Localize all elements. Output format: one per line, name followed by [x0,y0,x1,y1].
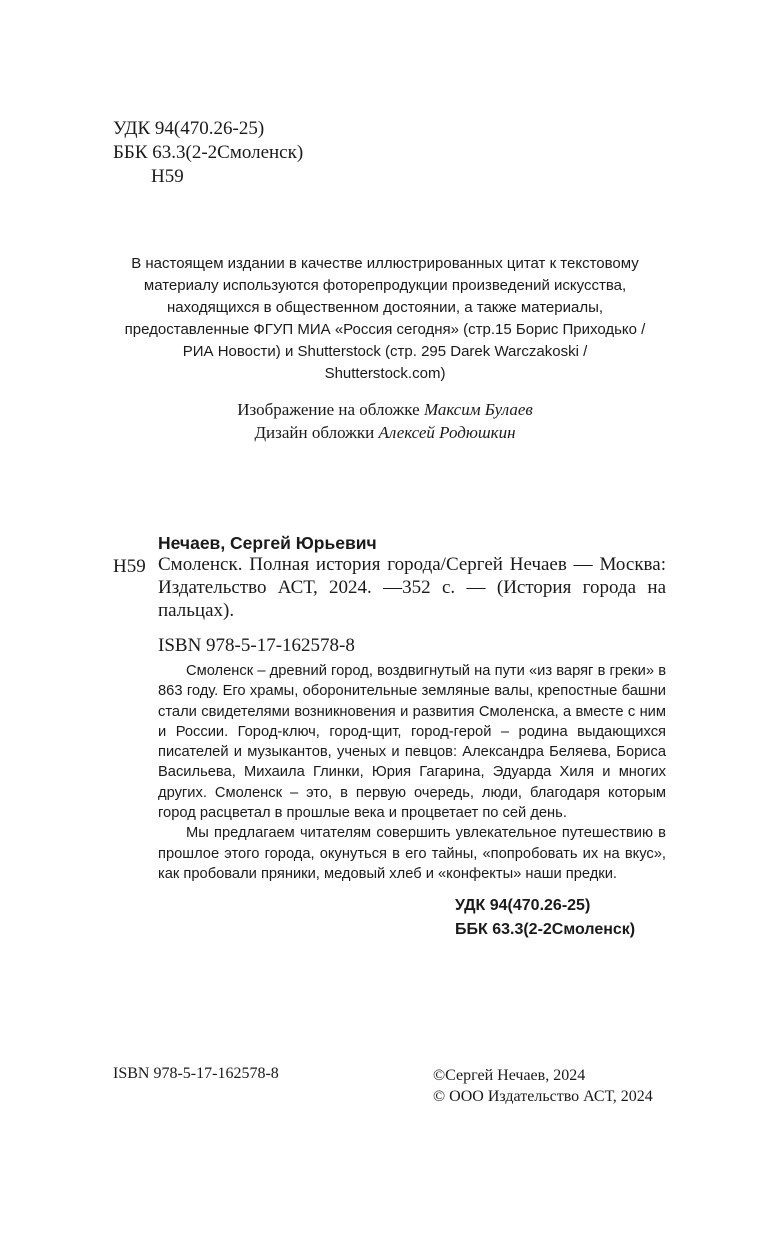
catalog-code: Н59 [113,556,146,577]
udk-block-bottom [455,894,635,942]
credits-line: РИА Новости) и Shutterstock (стр. 295 Darek Warczakoski / [182,343,588,360]
cover-credits [110,398,660,444]
udk-code: УДК 94(470.26-25) [113,118,265,139]
author-sign: Н59 [151,166,184,187]
cover-image-label: Изображение на обложке [237,400,420,419]
cover-design-credit [110,421,660,444]
credits-line: В настоящем издании в качестве иллюстрированных цитат к текстовому [131,255,639,272]
bbk-code: ББК 63.3(2-2Смоленск) [113,142,304,163]
footer-isbn: ISBN 978-5-17-162578-8 [113,1065,279,1082]
bbk-code: ББК 63.3(2-2Смоленск) [455,921,636,938]
copyright-author: ©Сергей Нечаев, 2024 [433,1067,586,1084]
abstract-paragraph: Мы предлагаем читателям совершить увлекательное путешествию в прошлое этого города, окунуться в его тайны, «попробовать их на вкус», как пробовали пряники, медовый хлеб и «конфекты» наши предки. [158,825,666,882]
illustration-credits [110,253,660,385]
credits-line: Shutterstock.com) [324,365,446,382]
cover-design-author: Алексей Родюшкин [378,423,516,442]
catalog-author: Нечаев, Сергей Юрьевич [158,533,377,553]
abstract [158,661,666,884]
bibliographic-description: Смоленск. Полная история города/Сергей Нечаев — Москва: Издательство АСТ, 2024. —352 с. — (История города на пальцах). [158,554,666,621]
cover-design-label: Дизайн обложки [254,423,375,442]
abstract-paragraph: Смоленск – древний город, воздвигнутый на пути «из варяг в греки» в 863 году. Его храмы, оборонительные земляные валы, крепостные башни стали свидетелями возникновения и развития Смоленска, а вместе с ним и России. Город-ключ, город-щит, город-герой – родина выдающихся писателей и музыкантов, ученых и певцов: Александра Беляева, Бориса Васильева, Михаила Глинки, Юрия Гагарина, Эдуарда Хиля и многих других. Смоленск – это, в первую очередь, люди, благодаря которым город расцветал в прошлые века и процветает по сей день. [158,663,666,822]
udk-code: УДК 94(470.26-25) [455,897,591,914]
credits-line: материалу используются фоторепродукции произведений искусства, [143,277,627,294]
credits-line: предоставленные ФГУП МИА «Россия сегодня» (стр.15 Борис Приходько / [124,321,646,338]
credits-line: находящихся в общественном достоянии, а также материалы, [166,299,604,316]
catalog-isbn: ISBN 978-5-17-162578-8 [158,635,355,656]
copyright-publisher: © ООО Издательство АСТ, 2024 [433,1088,653,1105]
udk-block-top [113,117,303,189]
cover-image-credit [110,398,660,421]
copyright-block [433,1065,653,1107]
cover-image-author: Максим Булаев [423,400,533,419]
